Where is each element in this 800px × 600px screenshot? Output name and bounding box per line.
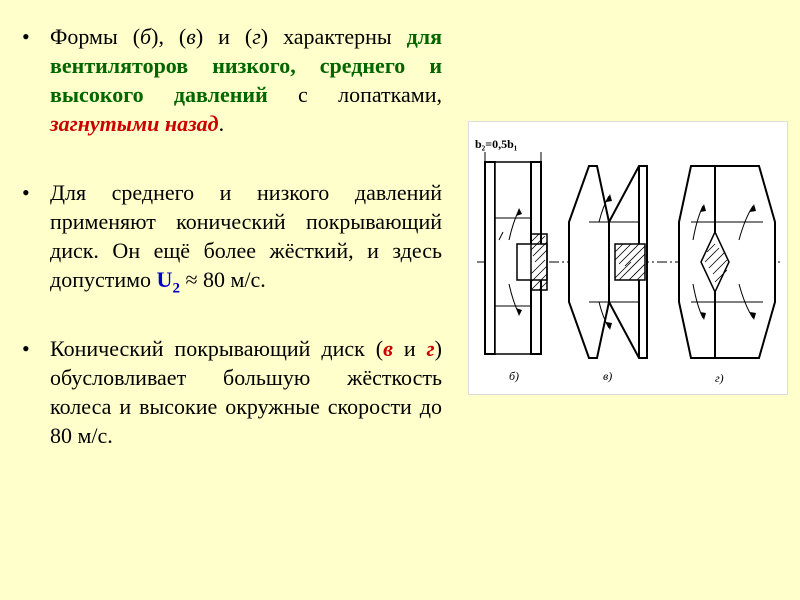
text: Для среднего и низкого давлений применяют конический покрывающий диск. Он ещё более жёсткий, и здесь допустимо <box>50 180 442 292</box>
text: Конический покрывающий диск ( <box>50 336 384 361</box>
text-italic: в <box>186 24 196 49</box>
bullet-marker: • <box>22 24 30 49</box>
bullet-list <box>22 22 442 450</box>
text: ) характерны <box>260 24 407 49</box>
velocity-subscript: 2 <box>172 280 180 297</box>
label-g: г) <box>715 371 724 385</box>
impeller-figure <box>468 121 788 395</box>
highlight-red: загнутыми назад <box>50 111 219 136</box>
text-italic: б <box>140 24 152 49</box>
bullet-stiffness <box>22 334 442 450</box>
highlight-red: г <box>426 336 435 361</box>
text: с лопатками, <box>267 82 442 107</box>
bullet-shapes <box>22 22 442 138</box>
text: Формы ( <box>50 24 141 49</box>
highlight-red: в <box>383 336 393 361</box>
impeller-v <box>569 166 647 358</box>
impeller-g <box>679 166 775 358</box>
text: ) и ( <box>195 24 253 49</box>
impeller-diagram <box>469 122 787 394</box>
text-italic: г <box>252 24 261 49</box>
bullet-marker: • <box>22 180 30 205</box>
text: ≈ 80 м/с. <box>179 267 266 292</box>
label-v: в) <box>603 369 613 383</box>
bullet-marker: • <box>22 336 30 361</box>
dimension-label: b₂=0,5b₁ <box>475 137 518 151</box>
highlight-green: для вентиляторов низкого, среднего и высокого давлений <box>50 24 442 107</box>
text: . <box>218 111 225 136</box>
text: ) обусловливает большую жёсткость колеса и высокие окружные скорости до 80 м/с. <box>50 336 442 448</box>
bullet-conical-disk <box>22 178 442 297</box>
impeller-b <box>485 162 547 354</box>
label-b: б) <box>509 369 520 383</box>
text: и <box>392 336 427 361</box>
velocity-symbol: U <box>156 267 173 292</box>
text: ), ( <box>151 24 187 49</box>
